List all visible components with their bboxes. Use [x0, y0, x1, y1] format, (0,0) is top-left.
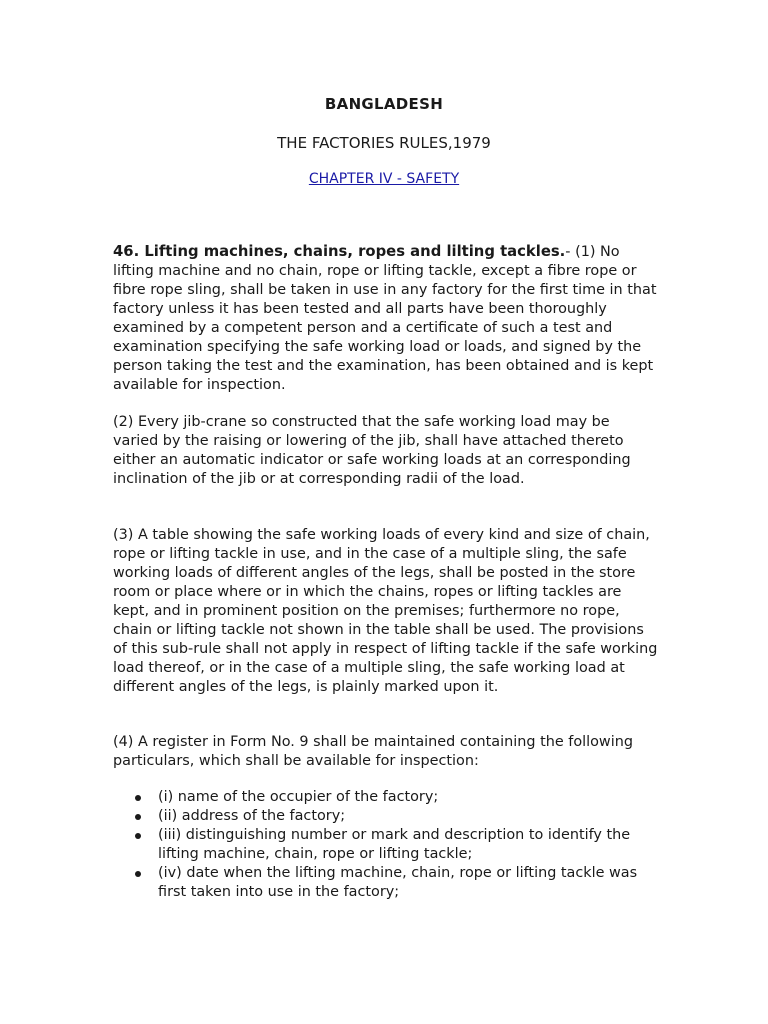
bullet-icon	[135, 814, 141, 820]
bullet-icon	[135, 871, 141, 877]
list-item	[113, 807, 658, 826]
paragraph-3: (3) A table showing the safe working loads of every kind and size of chain, rope or lifting tackle in use, and in the case of a multiple sling, the safe working loads of different angles of the legs, shall be posted in the store room or place where or in which the chains, ropes or lifting tackles are kept, and in prominent position on the premises; furthermore no rope, chain or lifting tackle not shown in the table shall be used. The provisions of this sub-rule shall not apply in respect of lifting tackle if the safe working load thereof, or in the case of a multiple sling, the safe working load at different angles of the legs, is plainly marked upon it.	[113, 527, 658, 695]
paragraph-4: (4) A register in Form No. 9 shall be maintained containing the following particulars, which shall be available for inspection:	[113, 734, 633, 769]
list-item-text: (iv) date when the lifting machine, chain, rope or lifting tackle was first taken into use in the factory;	[158, 865, 638, 900]
paragraph-1	[113, 242, 658, 395]
section-heading: 46. Lifting machines, chains, ropes and lilting tackles.	[113, 243, 566, 260]
particulars-list	[113, 788, 658, 902]
list-item-text: (ii) address of the factory;	[158, 808, 346, 824]
list-item-text: (iii) distinguishing number or mark and description to identify the lifting machine, chain, rope or lifting tackle;	[158, 827, 631, 862]
document-title: BANGLADESH	[324, 95, 444, 113]
section-heading-dash: -	[565, 244, 576, 260]
list-item	[113, 864, 658, 902]
list-item	[113, 826, 658, 864]
list-item-text: (i) name of the occupier of the factory;	[158, 789, 439, 805]
chapter-link-container	[0, 171, 768, 187]
paragraph-2: (2) Every jib-crane so constructed that the safe working load may be varied by the raising or lowering of the jib, shall have attached thereto either an automatic indicator or safe working loads at an corresponding inclination of the jib or at corresponding radii of the load.	[113, 414, 631, 487]
paragraph-1-text: (1) No lifting machine and no chain, rope or lifting tackle, except a fibre rope or fibre rope sling, shall be taken in use in any factory for the first time in that factory unless it has been tested and all parts have been thoroughly examined by a competent person and a certificate of such a test and examination specifying the safe working load or loads, and signed by the person taking the test and the examination, has been obtained and is kept available for inspection.	[113, 244, 657, 393]
list-item	[113, 788, 658, 807]
bullet-icon	[135, 795, 141, 801]
document-subtitle: THE FACTORIES RULES,1979	[277, 134, 491, 152]
bullet-icon	[135, 833, 141, 839]
chapter-link[interactable]: CHAPTER IV - SAFETY	[308, 171, 460, 187]
